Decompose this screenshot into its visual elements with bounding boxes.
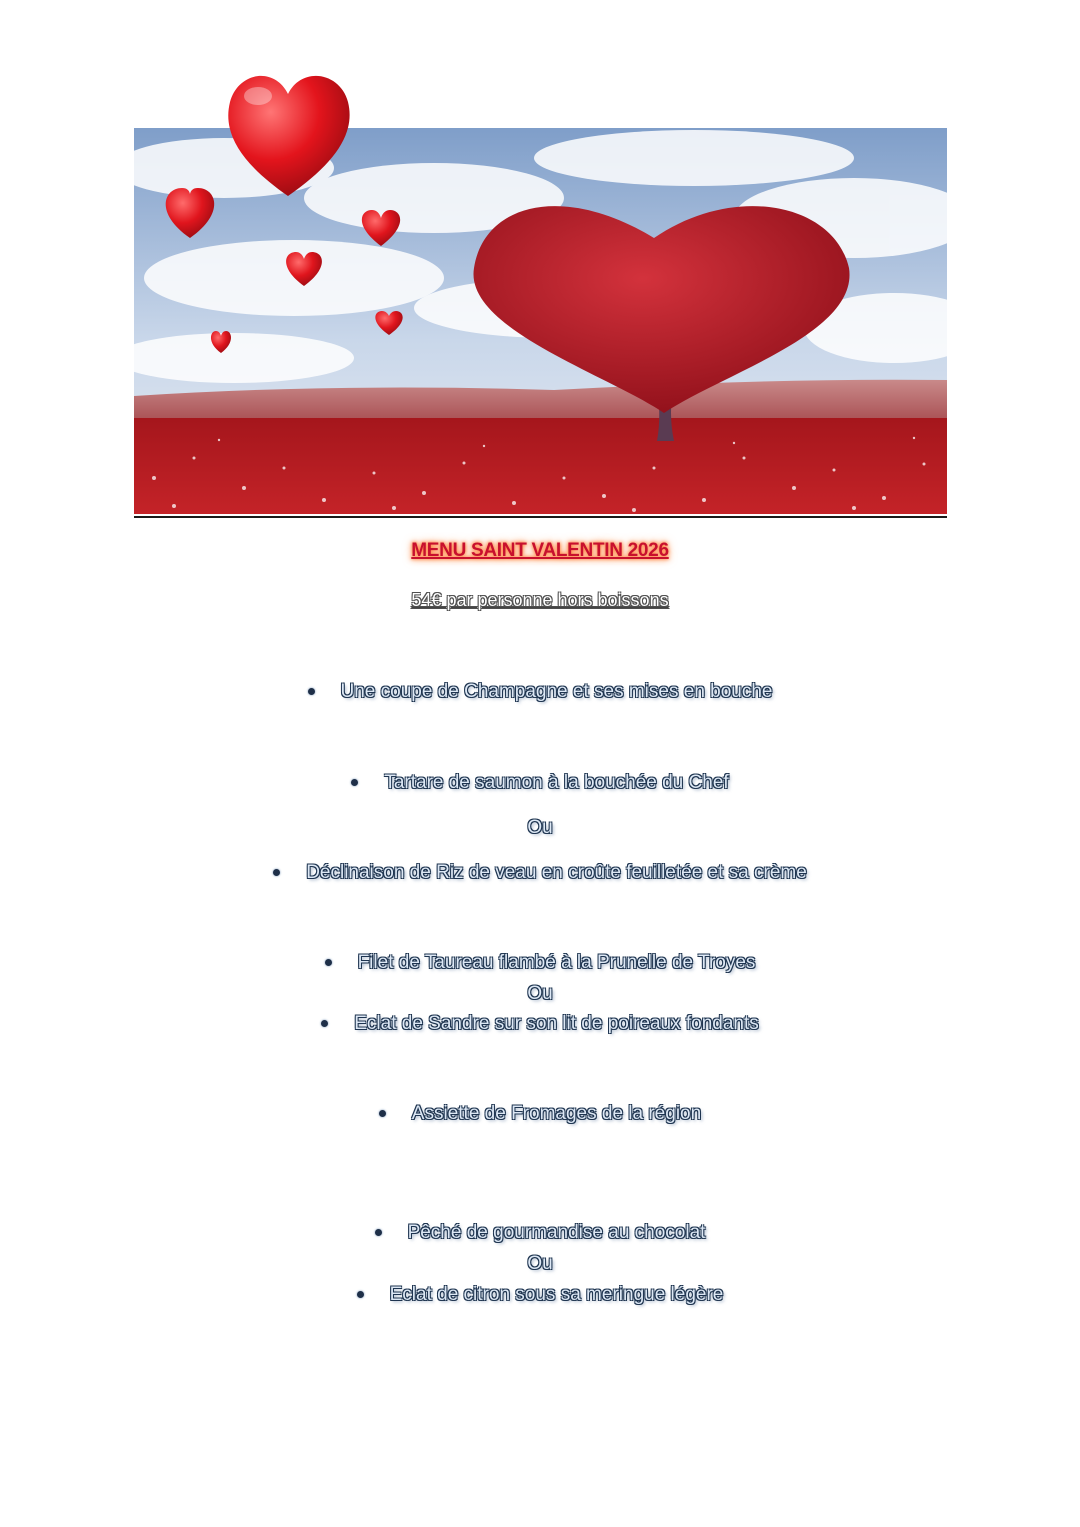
course-separator [0,1253,1080,1275]
or-label: Ou [527,983,553,1004]
list-item [0,1284,1080,1306]
bullet-icon [351,779,358,786]
course-separator [0,983,1080,1005]
menu-title: MENU SAINT VALENTIN 2026 [411,540,669,561]
list-item [0,952,1080,974]
course-main-1: Filet de Taureau flambé à la Prunelle de Troyes [357,952,756,973]
heart-icon [222,64,356,200]
list-item [0,1222,1080,1244]
list-item [0,1103,1080,1125]
course-dessert-1: Pêché de gourmandise au chocolat [407,1222,706,1243]
course-starter-1: Tartare de saumon à la bouchée du Chef [384,772,729,793]
bullet-icon [379,1110,386,1117]
bullet-icon [357,1291,364,1298]
list-item [0,1013,1080,1035]
or-label: Ou [527,817,553,838]
bullet-icon [273,869,280,876]
course-aperitif: Une coupe de Champagne et ses mises en bouche [340,681,773,702]
or-label: Ou [527,1253,553,1274]
bullet-icon [375,1229,382,1236]
course-main-2: Eclat de Sandre sur son lit de poireaux fondants [354,1013,759,1034]
bullet-icon [325,959,332,966]
course-cheese: Assiette de Fromages de la région [411,1103,702,1124]
menu-price: 54€ par personne hors boissons [411,590,669,610]
course-dessert-2: Eclat de citron sous sa meringue légère [389,1284,724,1305]
course-separator [0,817,1080,839]
list-item [0,772,1080,794]
bullet-icon [321,1020,328,1027]
course-starter-2: Déclinaison de Riz de veau en croûte feuilletée et sa crème [306,862,807,883]
bullet-icon [308,688,315,695]
list-item [0,681,1080,703]
divider-line [134,516,947,518]
list-item [0,862,1080,884]
